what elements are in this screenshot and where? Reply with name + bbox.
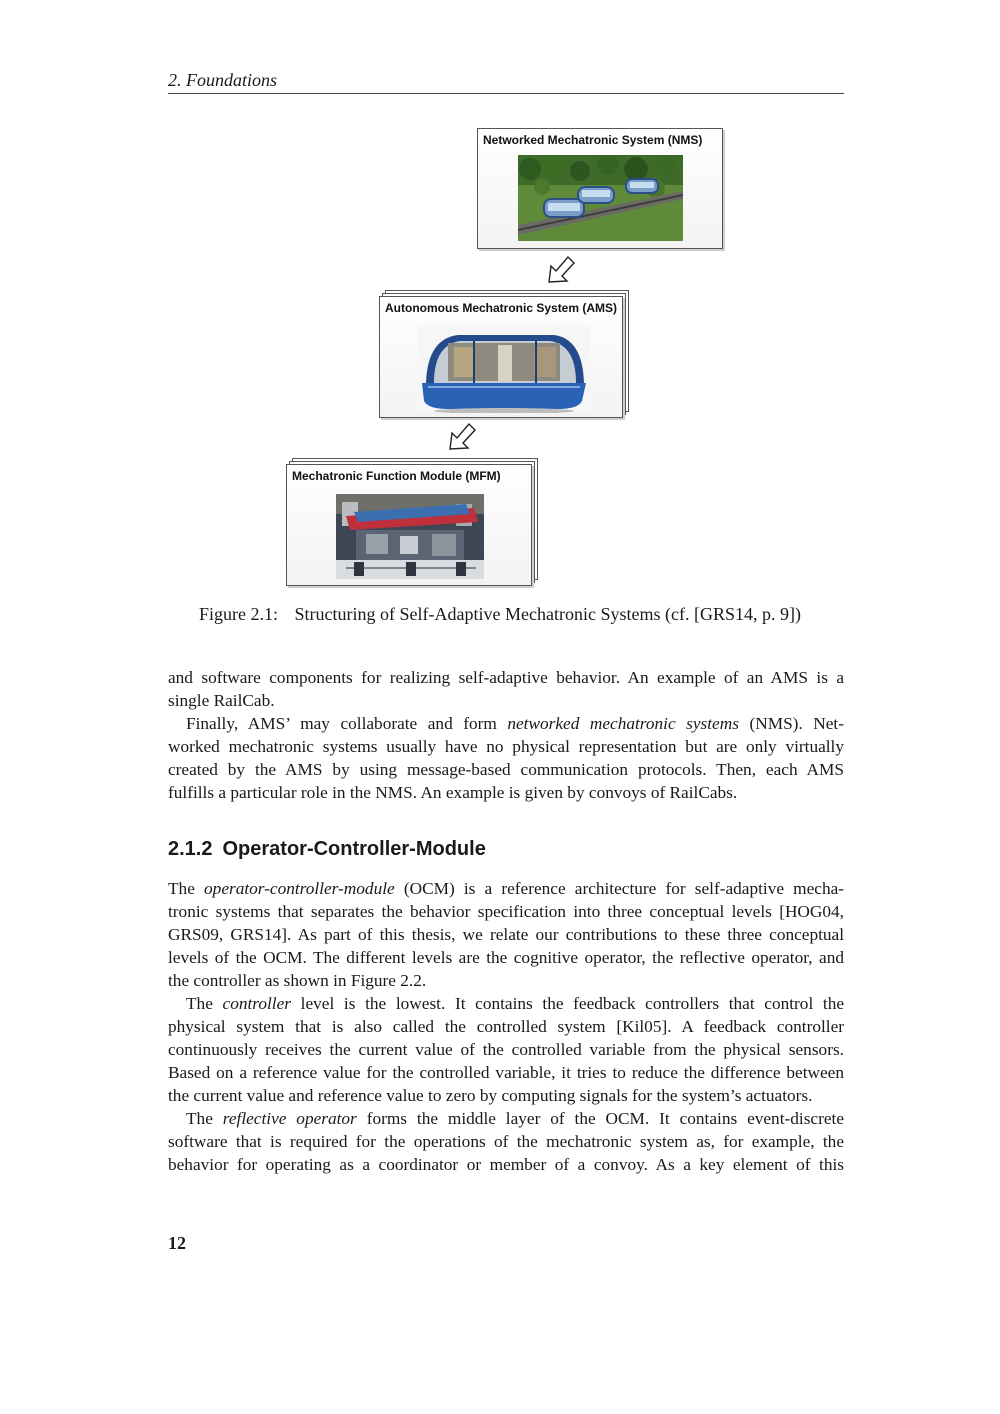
text-run: The bbox=[186, 1109, 223, 1128]
page-number: 12 bbox=[168, 1233, 186, 1253]
emphasis-term: controller bbox=[222, 994, 292, 1013]
ams-railcab-image bbox=[418, 325, 590, 413]
text-run: (OCM) is a reference architecture for self-adaptive mecha- bbox=[394, 879, 845, 898]
running-title: 2. Foundations bbox=[168, 70, 278, 90]
text-run: (NMS). Net- bbox=[738, 714, 844, 733]
text-line: physical system that is also called the controlled system [Kil05]. A feedback controller bbox=[168, 1017, 844, 1036]
figure-caption bbox=[0, 604, 1000, 625]
text-line: fulfills a particular role in the NMS. An example is given by convoys of RailCabs. bbox=[168, 783, 738, 802]
mfm-box bbox=[286, 464, 532, 586]
text-line: software that is required for the operations of the mechatronic system as, for example, the bbox=[168, 1132, 844, 1151]
text-line: created by the AMS by using message-based communication protocols. Then, each AMS bbox=[168, 760, 844, 779]
nms-label: Networked Mechatronic System (NMS) bbox=[483, 133, 703, 147]
text-line: Based on a reference value for the controlled variable, it tries to reduce the difference between bbox=[168, 1063, 844, 1082]
running-header bbox=[168, 69, 844, 94]
text-line: tronic systems that separates the behavior specification into three conceptual levels [HOG04, bbox=[168, 902, 844, 921]
text-line: the current value and reference value to zero by computing signals for the system’s actuators. bbox=[168, 1086, 813, 1105]
paragraph-nms bbox=[168, 712, 844, 804]
emphasis-term: networked mechatronic systems bbox=[507, 714, 739, 733]
text-line bbox=[168, 877, 844, 900]
caption-text: Structuring of Self-Adaptive Mechatronic Systems (cf. [GRS14, p. 9]) bbox=[294, 604, 801, 624]
mfm-label: Mechatronic Function Module (MFM) bbox=[292, 469, 501, 483]
text-run: Finally, AMS’ may collaborate and form bbox=[186, 714, 508, 733]
section-heading bbox=[168, 838, 844, 861]
text-line: behavior for operating as a coordinator or member of a convoy. As a key element of this bbox=[168, 1155, 844, 1174]
text-line: and software components for realizing self-adaptive behavior. An example of an AMS is a bbox=[168, 668, 844, 687]
mfm-module-image bbox=[336, 494, 484, 579]
ams-box bbox=[379, 296, 623, 418]
section-title: Operator-Controller-Module bbox=[222, 838, 486, 860]
paragraph-ams-example bbox=[168, 666, 844, 712]
text-line bbox=[168, 1107, 844, 1130]
nms-box bbox=[477, 128, 723, 249]
text-line bbox=[168, 992, 844, 1015]
paragraph-ocm-intro bbox=[168, 877, 844, 992]
text-line: the controller as shown in Figure 2.2. bbox=[168, 971, 427, 990]
text-run: level is the lowest. It contains the feedback controllers that control the bbox=[291, 994, 845, 1013]
caption-prefix: Figure 2.1: bbox=[199, 604, 279, 624]
text-run: The bbox=[168, 879, 205, 898]
section-number: 2.1.2 bbox=[168, 838, 213, 860]
paragraph-controller bbox=[168, 992, 844, 1107]
text-run: The bbox=[186, 994, 223, 1013]
text-run: forms the middle layer of the OCM. It contains event-discrete bbox=[356, 1109, 844, 1128]
text-line: GRS09, GRS14]. As part of this thesis, we relate our contributions to these three conceptual bbox=[168, 925, 844, 944]
text-line: levels of the OCM. The different levels are the cognitive operator, the reflective operator, and bbox=[168, 948, 844, 967]
text-line: single RailCab. bbox=[168, 691, 275, 710]
arrow-down-left-icon bbox=[547, 254, 577, 284]
text-line: continuously receives the current value of the controlled variable from the physical sensors. bbox=[168, 1040, 844, 1059]
nms-railcab-convoy-image bbox=[518, 155, 683, 241]
text-line bbox=[168, 712, 844, 735]
paragraph-reflective-operator bbox=[168, 1107, 844, 1176]
text-line: worked mechatronic systems usually have no physical representation but are only virtually bbox=[168, 737, 844, 756]
ams-label: Autonomous Mechatronic System (AMS) bbox=[385, 301, 618, 315]
emphasis-term: reflective operator bbox=[222, 1109, 357, 1128]
arrow-down-left-icon bbox=[448, 421, 478, 451]
emphasis-term: operator-controller-module bbox=[204, 879, 395, 898]
